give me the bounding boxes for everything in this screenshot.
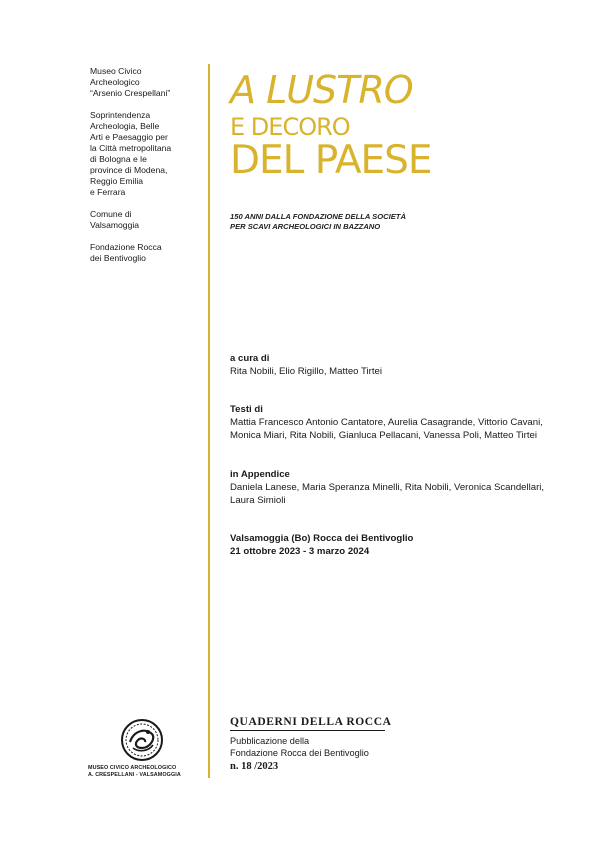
org-line: Museo Civico [90, 66, 142, 76]
appendix-names: Daniela Lanese, Maria Speranza Minelli, Rita Nobili, Veronica Scandellari, Laura Simioli [230, 482, 545, 506]
title-line-2: E DECORO [230, 113, 350, 141]
logo-caption-1: MUSEO CIVICO ARCHEOLOGICO [88, 765, 177, 771]
museum-logo [88, 718, 198, 778]
org-line: dei Bentivoglio [90, 253, 146, 263]
curated-names: Rita Nobili, Elio Rigillo, Matteo Tirtei [230, 366, 382, 377]
appendix [230, 468, 550, 507]
org-line: Soprintendenza [90, 110, 151, 120]
texts-names: Mattia Francesco Antonio Cantatore, Aurelia Casagrande, Vittorio Cavani, Monica Miari, Rita Nobili, Gianluca Pellacani, Vanessa Poli, Matteo Tirtei [230, 417, 543, 441]
org-line: Fondazione Rocca [90, 242, 162, 252]
org-line: province di Modena, [90, 165, 168, 175]
org-line: Valsamoggia [90, 220, 140, 230]
org-line: Comune di [90, 209, 132, 219]
curated-by [230, 352, 550, 378]
appendix-heading: in Appendice [230, 469, 290, 480]
subtitle-line-1: 150 ANNI DALLA FONDAZIONE DELLA SOCIETÀ [230, 212, 406, 221]
org-line: Archeologia, Belle [90, 121, 160, 131]
venue-place: Valsamoggia (Bo) Rocca dei Bentivoglio [230, 533, 414, 544]
org-line: la Città metropolitana [90, 143, 172, 153]
org-line: e Ferrara [90, 187, 126, 197]
museum-emblem-icon [120, 718, 164, 762]
title-line-1: A LUSTRO [230, 68, 413, 112]
subtitle-line-2: PER SCAVI ARCHEOLOGICI IN BAZZANO [230, 221, 381, 231]
organizations-list [90, 66, 202, 275]
publisher-line-2: Fondazione Rocca dei Bentivoglio [230, 748, 369, 758]
texts-by [230, 403, 550, 442]
org-line: Reggio Emilia [90, 176, 144, 186]
venue [230, 532, 550, 558]
vertical-divider [208, 64, 210, 778]
venue-dates: 21 ottobre 2023 - 3 marzo 2024 [230, 546, 370, 557]
series-number: n. 18 /2023 [230, 761, 279, 772]
book-title [230, 70, 432, 182]
series-info [230, 716, 560, 772]
title-line-3: DEL PAESE [230, 138, 432, 183]
publisher-line-1: Pubblicazione della [230, 736, 310, 746]
org-comune [90, 209, 202, 231]
org-line: di Bologna e le [90, 154, 147, 164]
org-line: “Arsenio Crespellani” [90, 88, 171, 98]
series-name: QUADERNI DELLA ROCCA [230, 716, 385, 731]
org-line: Archeologico [90, 77, 140, 87]
texts-heading: Testi di [230, 404, 263, 415]
series-publisher [230, 735, 560, 759]
org-fondazione [90, 242, 202, 264]
logo-caption-2: A. CRESPELLANI - VALSAMOGGIA [88, 771, 181, 778]
org-museo [90, 66, 202, 99]
book-subtitle [230, 212, 406, 231]
org-soprintendenza [90, 110, 202, 198]
curated-heading: a cura di [230, 353, 270, 364]
org-line: Arti e Paesaggio per [90, 132, 168, 142]
